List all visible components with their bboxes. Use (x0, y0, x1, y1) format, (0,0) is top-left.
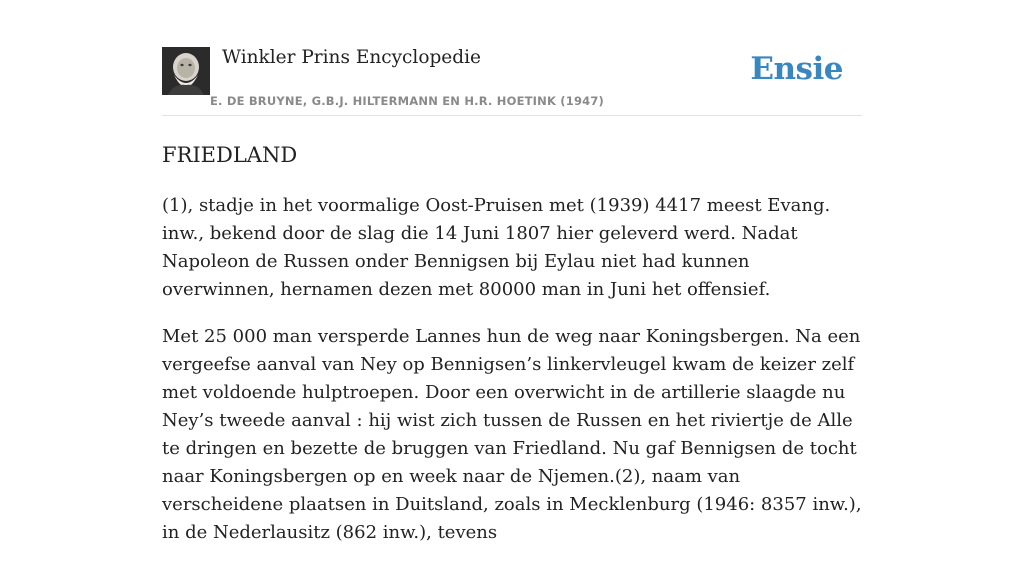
author-avatar (162, 47, 210, 95)
portrait-icon (162, 47, 210, 95)
brand-logo[interactable]: Ensie (750, 51, 843, 87)
book-title[interactable]: Winkler Prins Encyclopedie (222, 47, 481, 68)
article-title: FRIEDLAND (162, 143, 298, 167)
article-paragraph: Met 25 000 man versperde Lannes hun de weg naar Koningsbergen. Na een vergeefse aanval van Ney op Bennigsen’s linkervleugel kwam de keizer zelf met voldoende hulptroepen. Door een overwicht in de artillerie slaagde nu Ney’s tweede aanval : hij wist zich tussen de Russen en het riviertje de Alle te dringen en bezette de bruggen van Friedland. Nu gaf Bennigsen de tocht naar Koningsbergen op en week naar de Njemen.(2), naam van verscheidene plaatsen in Duitsland, zoals in Mecklenburg (1946: 8357 inw.), in de Nederlausitz (862 inw.), tevens (162, 326, 862, 543)
article-paragraph: (1), stadje in het voormalige Oost-Pruisen met (1939) 4417 meest Evang. inw., bekend door de slag die 14 Juni 1807 hier geleverd werd. Nadat Napoleon de Russen onder Bennigsen bij Eylau niet had kunnen overwinnen, hernamen dezen met 80000 man in Juni het offensief. (162, 195, 831, 300)
article-body (162, 192, 862, 566)
authors-subtitle: E. DE BRUYNE, G.B.J. HILTERMANN EN H.R. HOETINK (1947) (210, 94, 605, 108)
header (162, 0, 862, 116)
content-column (162, 0, 862, 543)
